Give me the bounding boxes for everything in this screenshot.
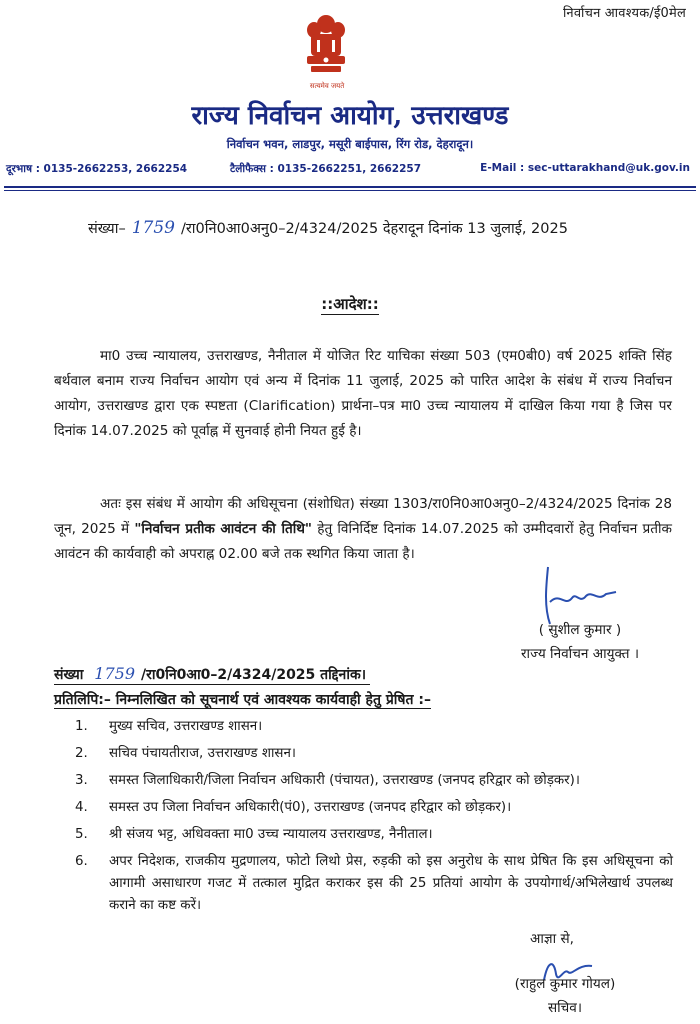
list-item bbox=[75, 797, 673, 819]
secretary-name: (राहुल कुमार गोयल) bbox=[514, 976, 616, 992]
top-right-note: निर्वाचन आवश्यक/ई0मेल bbox=[563, 6, 686, 21]
copy-reference-line bbox=[54, 664, 370, 685]
organization-address: निर्वाचन भवन, लाडपुर, मसूरी बाईपास, रिंग रोड, देहरादून। bbox=[226, 137, 474, 151]
order-title bbox=[0, 294, 700, 314]
reference-prefix: संख्या– bbox=[88, 221, 126, 237]
order-title-text: ::आदेश:: bbox=[321, 295, 379, 313]
order-paragraph-1: मा0 उच्च न्यायालय, उत्तराखण्ड, नैनीताल में योजित रिट याचिका संख्या 503 (एम0बी0) वर्ष 2025 शक्ति सिंह बर्थवाल बनाम राज्य निर्वाचन आयोग एवं अन्य में दिनांक 11 जुलाई, 2025 को पारित आदेश के संबंध में राज्य निर्वाचन आयोग, उत्तराखण्ड द्वारा एक स्पष्टता (Clarification) प्रार्थना–पत्र मा0 उच्च न्यायालय में दाखिल किया गया है जिस पर दिनांक 14.07.2025 को पूर्वाह्न में सुनवाई होनी नियत हुई है। bbox=[54, 348, 672, 439]
copy-ref-prefix: संख्या bbox=[54, 667, 84, 683]
list-item-number: 2. bbox=[75, 746, 88, 761]
list-item-number: 1. bbox=[75, 719, 88, 734]
list-item bbox=[75, 716, 673, 738]
para2-bold: "निर्वाचन प्रतीक आवंटन की तिथि" bbox=[134, 521, 313, 537]
organization-title: राज्य निर्वाचन आयोग, उत्तराखण्ड bbox=[191, 101, 509, 131]
copy-intro bbox=[54, 690, 431, 709]
signatory-name: ( सुशील कुमार ) bbox=[538, 622, 622, 638]
signatory-block bbox=[490, 618, 670, 666]
list-item-text: अपर निदेशक, राजकीय मुद्रणालय, फोटो लिथो प्रेस, रुड़की को इस अनुरोध के साथ प्रेषित कि इस अधिसूचना को आगामी असाधारण गजट में तत्काल मुद्रित कराकर इस की 25 प्रतियां आयोग के उपयोगार्थ/अभिलेखार्थ उपलब्ध कराने का कष्ट करें। bbox=[109, 854, 673, 913]
list-item-number: 3. bbox=[75, 773, 88, 788]
list-item-text: सचिव पंचायतीराज, उत्तराखण्ड शासन। bbox=[109, 746, 296, 761]
list-item-text: श्री संजय भट्ट, अधिवक्ता मा0 उच्च न्यायालय उत्तराखण्ड, नैनीताल। bbox=[109, 827, 433, 842]
list-item bbox=[75, 743, 673, 765]
list-item-number: 4. bbox=[75, 800, 88, 815]
reference-suffix: /रा0नि0आ0अनु0–2/4324/2025 देहरादून दिनांक 13 जुलाई, 2025 bbox=[180, 221, 568, 237]
header-rule-thin bbox=[4, 190, 696, 191]
list-item-text: मुख्य सचिव, उत्तराखण्ड शासन। bbox=[109, 719, 263, 734]
secretary-block bbox=[490, 972, 640, 1020]
list-item bbox=[75, 851, 673, 917]
para2-after: हेतु विनिर्दिष्ट दिनांक 14.07.2025 को उम्मीदवारों हेतु निर्वाचन प्रतीक आवंटन की कार्यवाही को अपराह्न 02.00 बजे तक स्थगित किया जाता है। bbox=[54, 521, 672, 562]
header-rule bbox=[4, 186, 696, 188]
para2-before: अतः इस संबंध में आयोग की अधिसूचना (संशोधित) संख्या 1303/रा0नि0आ0अनु0–2/4324/2025 दिनांक 28 जून, 2025 में bbox=[54, 496, 672, 537]
list-item-text: समस्त उप जिला निर्वाचन अधिकारी(पं0), उत्तराखण्ड (जनपद हरिद्वार को छोड़कर)। bbox=[109, 800, 512, 815]
list-item-number: 5. bbox=[75, 827, 88, 842]
order-paragraph-2 bbox=[54, 492, 672, 567]
copy-intro-text: प्रतिलिपि:– निम्नलिखित को सूचनार्थ एवं आवश्यक कार्यवाही हेतु प्रेषित :– bbox=[54, 692, 431, 708]
recipient-list bbox=[75, 716, 673, 922]
signatory-designation: राज्य निर्वाचन आयुक्त । bbox=[521, 646, 639, 662]
list-item-number: 6. bbox=[75, 854, 88, 869]
emblem-motto: सत्यमेव जयते bbox=[309, 82, 345, 90]
fax-number: टैलीफैक्स : 0135-2662251, 2662257 bbox=[230, 163, 422, 175]
phone-number: दूरभाष : 0135-2662253, 2662254 bbox=[6, 163, 188, 175]
copy-ref-suffix: /रा0नि0आ0–2/4324/2025 तद्दिनांक। bbox=[141, 667, 367, 683]
copy-ref-number-handwritten: 1759 bbox=[94, 664, 135, 683]
state-emblem-icon bbox=[297, 10, 355, 82]
by-order-text: आज्ञा से, bbox=[530, 931, 574, 947]
list-item-text: समस्त जिलाधिकारी/जिला निर्वाचन अधिकारी (पंचायत), उत्तराखण्ड (जनपद हरिद्वार को छोड़कर)। bbox=[109, 773, 580, 788]
list-item bbox=[75, 824, 673, 846]
secretary-designation: सचिव। bbox=[547, 1000, 583, 1016]
reference-number-handwritten: 1759 bbox=[131, 218, 175, 238]
email-address: E-Mail : sec-uttarakhand@uk.gov.in bbox=[480, 162, 690, 174]
reference-line bbox=[88, 218, 568, 238]
list-item bbox=[75, 770, 673, 792]
